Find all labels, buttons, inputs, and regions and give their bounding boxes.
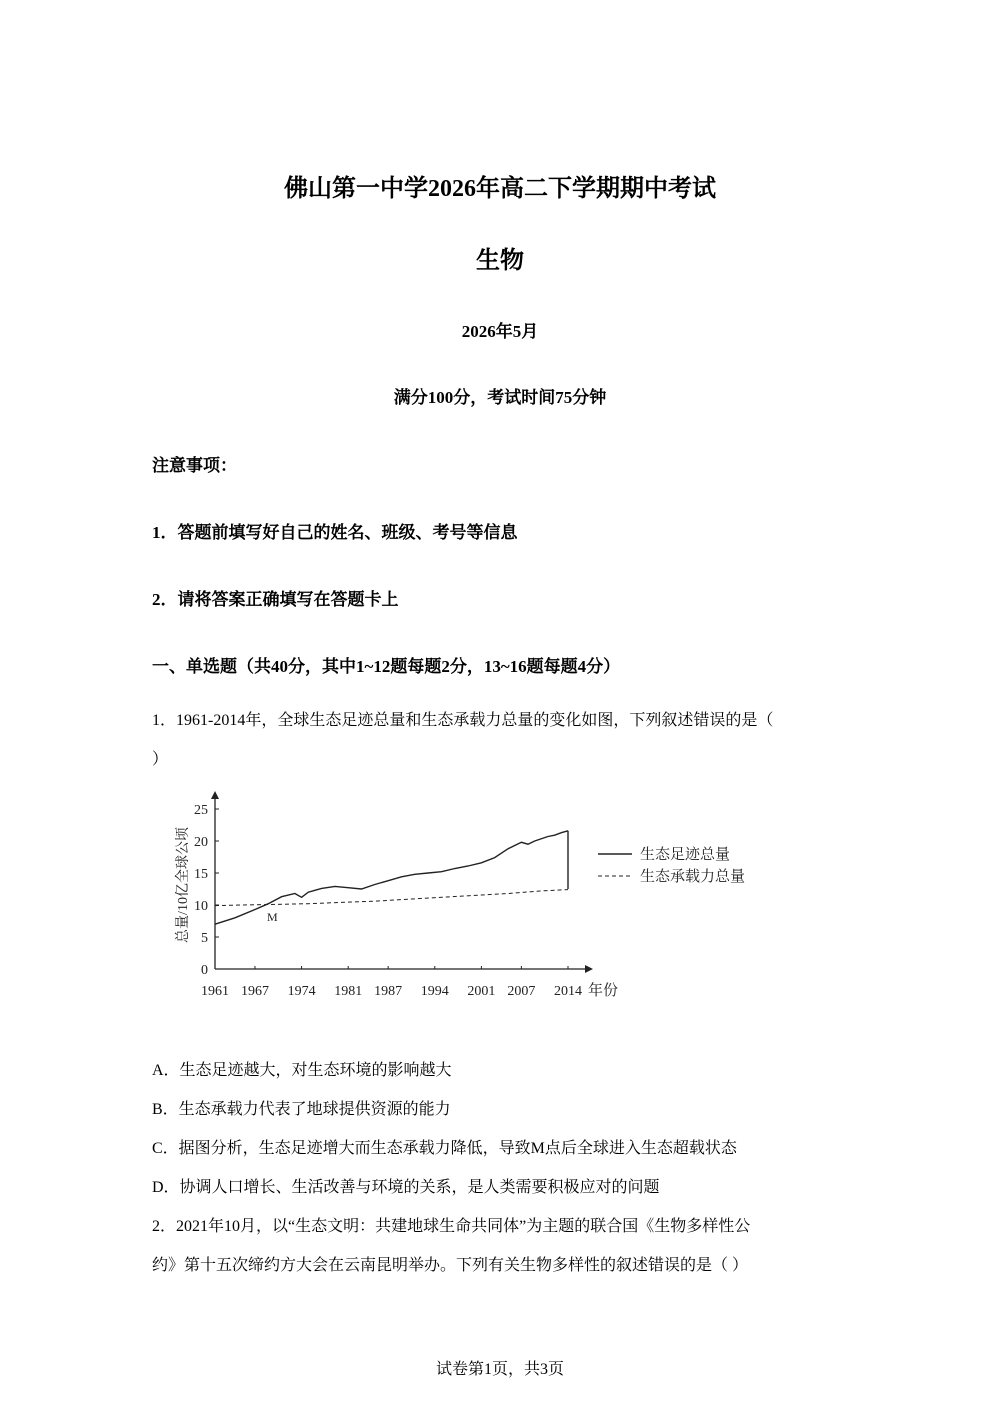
chart-x-tick-label: 1967	[240, 984, 269, 999]
chart-x-tick-label: 1994	[420, 984, 449, 999]
chart-y-tick-label: 0	[201, 963, 208, 978]
option-a: A．生态足迹越大，对生态环境的影响越大	[152, 1062, 452, 1079]
notice-item: 1．答题前填写好自己的姓名、班级、考号等信息	[152, 523, 518, 542]
chart-x-tick-label: 1981	[334, 984, 363, 999]
question-1-stem: 1．1961-2014年，全球生态足迹总量和生态承载力总量的变化如图，下列叙述错误的是（	[152, 712, 774, 729]
chart-y-label: 总量/10亿全球公顷	[176, 827, 191, 943]
chart-x-tick-label: 2014	[554, 984, 582, 999]
score-info: 满分100分，考试时间75分钟	[393, 388, 607, 407]
question-1-stem-end: ）	[152, 751, 169, 768]
notice-heading: 注意事项：	[152, 456, 237, 475]
legend-label: 生态足迹总量	[640, 847, 731, 863]
option-b: B．生态承载力代表了地球提供资源的能力	[152, 1101, 451, 1118]
chart-y-arrow	[211, 791, 219, 799]
exam-date: 2026年5月	[461, 322, 539, 341]
section-heading: 一、单选题（共40分，其中1~12题每题2分，13~16题每题4分）	[152, 657, 621, 676]
chart-y-tick-label: 5	[201, 931, 208, 946]
page-footer: 试卷第1页，共3页	[435, 1361, 564, 1378]
chart-y-tick-label: 15	[194, 867, 208, 882]
chart-x-arrow	[585, 965, 593, 973]
chart-y-tick-label: 20	[194, 835, 208, 850]
notice-item: 2．请将答案正确填写在答题卡上	[152, 590, 399, 609]
chart-x-tick-label: 2001	[467, 984, 496, 999]
subject-title: 生物	[476, 248, 524, 274]
question-2-stem: 2．2021年10月，以“生态文明：共建地球生命共同体”为主题的联合国《生物多样性公	[152, 1218, 751, 1235]
chart-x-tick-label: 1974	[287, 984, 316, 999]
chart-x-tick-label: 1987	[374, 984, 403, 999]
option-d: D．协调人口增长、生活改善与环境的关系，是人类需要积极应对的问题	[152, 1179, 660, 1196]
chart-x-label: 年份	[588, 983, 619, 999]
footprint-chart	[165, 785, 775, 1010]
chart-x-tick-label: 1961	[201, 984, 229, 999]
chart-y-tick-label: 10	[194, 899, 208, 914]
option-c: C．据图分析，生态足迹增大而生态承载力降低，导致M点后全球进入生态超载状态	[152, 1140, 737, 1157]
chart-y-tick-label: 25	[194, 803, 208, 818]
chart-annotation: M	[267, 910, 278, 924]
chart-x-tick-label: 2007	[507, 984, 536, 999]
exam-title: 佛山第一中学2026年高二下学期期中考试	[284, 176, 716, 202]
question-2-stem-cont: 约》第十五次缔约方大会在云南昆明举办。下列有关生物多样性的叙述错误的是（ ）	[152, 1257, 749, 1274]
legend-label: 生态承载力总量	[640, 869, 746, 885]
